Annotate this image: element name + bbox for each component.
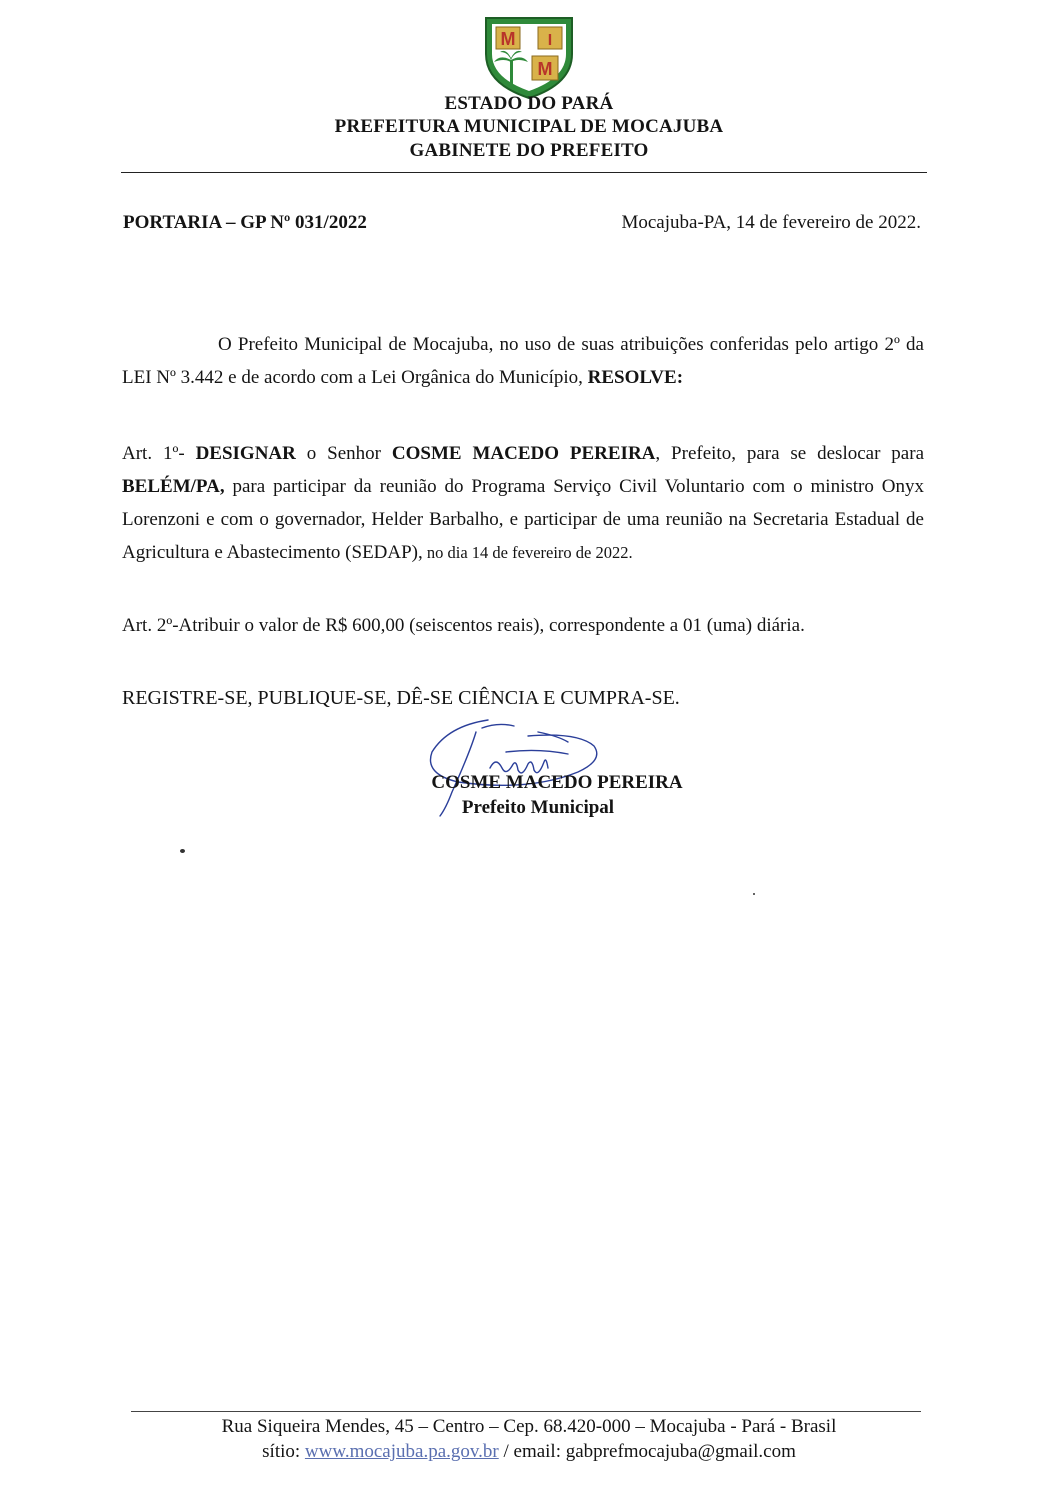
svg-text:I: I [547,32,553,49]
designee-name: COSME MACEDO PEREIRA [391,443,656,464]
resolve-keyword: RESOLVE: [587,367,684,388]
place-date: Mocajuba-PA, 14 de fevereiro de 2022. [621,212,921,233]
svg-text:M: M [500,29,516,49]
header-office: GABINETE DO PREFEITO [409,140,649,161]
article-1: Art. 1º- DESIGNAR o Senhor COSME MACEDO PEREIRA, Prefeito, para se deslocar para BELÉM/PA, para participar da reunião do Programa Serviço Civil Voluntario com o ministro Onyx Lorenzoni e com o governador, Helder Barbalho, e participar de uma reunião na Secretaria Estadual de Agricultura e Abastecimento (SEDAP), no dia 14 de fevereiro de 2022. [122,443,925,563]
header-prefecture: PREFEITURA MUNICIPAL DE MOCAJUBA [334,116,724,137]
intro-paragraph: O Prefeito Municipal de Mocajuba, no uso de suas atribuições conferidas pelo artigo 2º da LEI Nº 3.442 e de acordo com a Lei Orgânica do Município, RESOLVE: [122,334,924,388]
destination: BELÉM/PA, [122,476,225,497]
footer-address: Rua Siqueira Mendes, 45 – Centro – Cep. 68.420-000 – Mocajuba - Pará - Brasil [221,1416,837,1437]
signatory-name: COSME MACEDO PEREIRA [431,772,683,793]
municipal-crest-icon [480,14,578,100]
scan-speck [180,849,185,853]
header-state: ESTADO DO PARÁ [444,93,614,114]
footer-divider [131,1411,921,1412]
website-link[interactable]: www.mocajuba.pa.gov.br [304,1441,499,1462]
article-2: Art. 2º-Atribuir o valor de R$ 600,00 (seiscentos reais), correspondente a 01 (uma) diária. [122,615,805,636]
closing-formula: REGISTRE-SE, PUBLIQUE-SE, DÊ-SE CIÊNCIA E CUMPRA-SE. [122,687,680,709]
scan-speck [753,893,755,895]
header-divider [121,172,927,173]
footer-contact: sítio: www.mocajuba.pa.gov.br / email: gabprefmocajuba@gmail.com [262,1441,796,1462]
portaria-number: PORTARIA – GP Nº 031/2022 [123,212,367,233]
signatory-role: Prefeito Municipal [461,797,615,818]
svg-text:M: M [537,59,553,79]
